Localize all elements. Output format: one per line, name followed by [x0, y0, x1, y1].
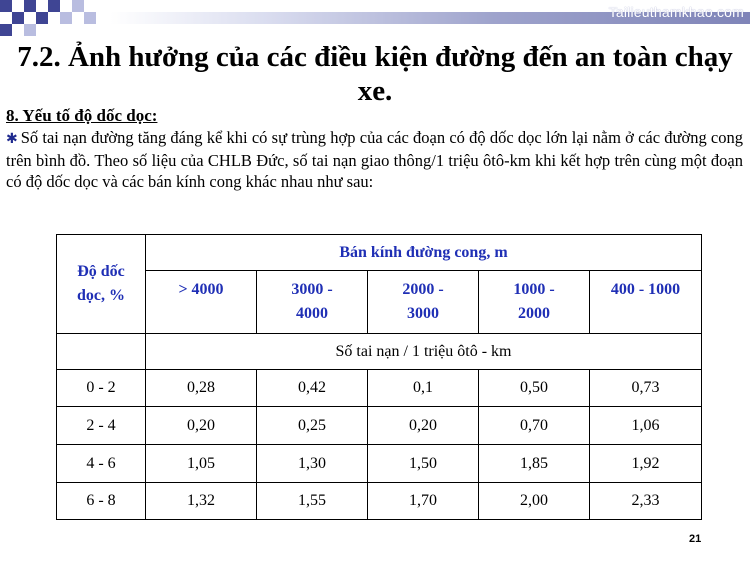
row-header-text: Độ dốc dọc, %: [77, 263, 125, 304]
table-row: [57, 370, 702, 407]
value-cell: 0,1: [368, 370, 479, 407]
value-cell: 0,20: [368, 407, 479, 445]
asterisk-bullet-icon: ✱: [6, 132, 18, 147]
value-cell: 0,42: [257, 370, 368, 407]
slide-title: 7.2. Ảnh hưởng của các điều kiện đường đến an toàn chạy xe.: [17, 41, 733, 107]
value-cell: 1,32: [146, 483, 257, 520]
table-row: [57, 483, 702, 520]
table-row: [57, 445, 702, 483]
value-cell: 1,85: [479, 445, 590, 483]
value-cell: 1,70: [368, 483, 479, 520]
value-cell: 1,55: [257, 483, 368, 520]
grade-cell: 6 - 8: [57, 483, 146, 520]
value-cell: 1,05: [146, 445, 257, 483]
value-cell: 0,20: [146, 407, 257, 445]
column-header-text: 1000 - 2000: [513, 281, 555, 322]
value-cell: 0,70: [479, 407, 590, 445]
column-header: 400 - 1000: [590, 271, 702, 334]
row-header-cell: [57, 235, 146, 334]
value-cell: 0,73: [590, 370, 702, 407]
column-header: [368, 271, 479, 334]
column-header: > 4000: [146, 271, 257, 334]
watermark: Tailieuthamkhao.com: [608, 4, 744, 20]
value-cell: 0,50: [479, 370, 590, 407]
column-header-text: 3000 - 4000: [291, 281, 333, 322]
grade-cell: 0 - 2: [57, 370, 146, 407]
paragraph-text: Số tai nạn đường tăng đáng kể khi có sự trùng hợp của các đoạn có độ dốc dọc lớn lại nằm ở các đường cong trên bình đồ. Theo số liệu của CHLB Đức, số tai nạn giao thông/1 triệu ôtô-km khi kết hợp trên cùng một đoạn có độ dốc dọc và các bán kính cong khác nhau như sau:: [6, 128, 743, 191]
accident-rate-table: [56, 234, 702, 520]
table-row: [57, 407, 702, 445]
column-header-text: 2000 - 3000: [402, 281, 444, 322]
page-number: 21: [689, 533, 702, 545]
empty-cell: [57, 334, 146, 370]
body-paragraph: [6, 127, 743, 192]
column-header: [257, 271, 368, 334]
grade-cell: 4 - 6: [57, 445, 146, 483]
value-cell: 0,25: [257, 407, 368, 445]
section-heading: 8. Yếu tố độ dốc dọc:: [6, 106, 158, 125]
value-cell: 2,00: [479, 483, 590, 520]
value-cell: 1,50: [368, 445, 479, 483]
column-header: [479, 271, 590, 334]
unit-row-cell: Số tai nạn / 1 triệu ôtô - km: [146, 334, 702, 370]
value-cell: 0,28: [146, 370, 257, 407]
grade-cell: 2 - 4: [57, 407, 146, 445]
checker-pattern-icon: [0, 0, 112, 36]
value-cell: 1,92: [590, 445, 702, 483]
header-band: [0, 0, 750, 36]
value-cell: 1,30: [257, 445, 368, 483]
value-cell: 1,06: [590, 407, 702, 445]
value-cell: 2,33: [590, 483, 702, 520]
group-header-cell: Bán kính đường cong, m: [146, 235, 702, 271]
